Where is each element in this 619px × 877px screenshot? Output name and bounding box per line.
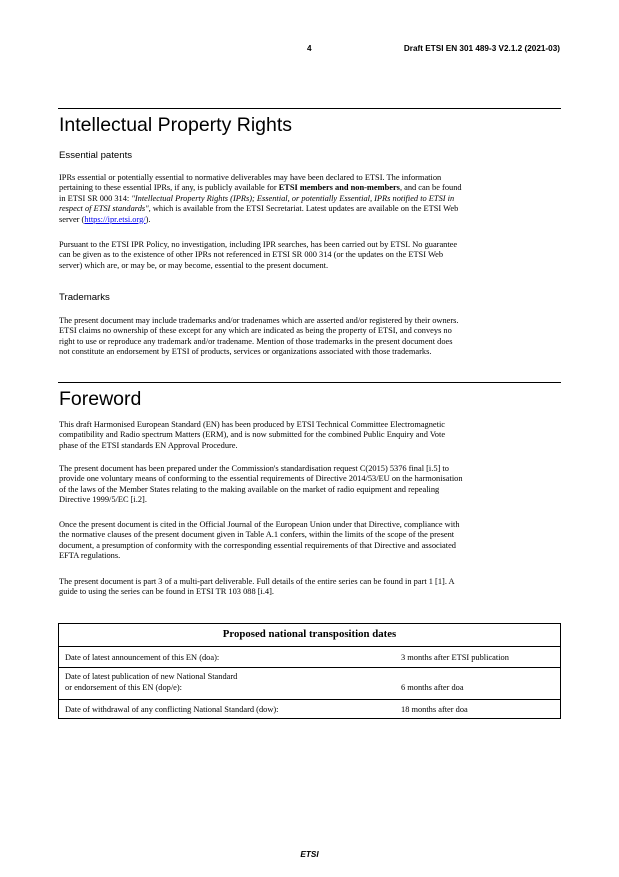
- table-cell-label: Date of latest publication of new National Standard: [65, 672, 238, 681]
- paragraph-trademarks: [59, 316, 564, 358]
- table-row: [59, 699, 560, 719]
- paragraph-official-journal: [59, 520, 564, 562]
- section-title-ipr: Intellectual Property Rights: [59, 114, 293, 136]
- text-line: This draft Harmonised European Standard (EN) has been produced by ETSI Technical Committee Electromagnetic: [59, 420, 446, 429]
- table-cell-label: Date of latest announcement of this EN (doa):: [65, 653, 220, 662]
- text-line: ETSI claims no ownership of these except for any which are indicated as being the property of ETSI, and conveys no: [59, 326, 452, 336]
- section-title-foreword: Foreword: [59, 388, 142, 410]
- text-line: pertaining to these essential IPRs, if any, is publicly available for ETSI members and non-members, and can be found: [59, 183, 462, 193]
- document-identifier: Draft ETSI EN 301 489-3 V2.1.2 (2021-03): [403, 44, 560, 53]
- table-row: [59, 646, 560, 668]
- italic-citation: respect of ETSI standards": [59, 204, 149, 214]
- table-cell-value: 3 months after ETSI publication: [401, 653, 509, 662]
- section-rule: [58, 382, 561, 383]
- table-cell-label: or endorsement of this EN (dop/e):: [65, 683, 182, 692]
- text-line: in ETSI SR 000 314: "Intellectual Property Rights (IPRs); Essential, or potentially Essential, IPRs notified to ETSI in: [59, 193, 455, 203]
- text-line: can be given as to the existence of other IPRs not referenced in ETSI SR 000 314 (or the updates on the ETSI Web: [59, 250, 444, 260]
- bold-text: ETSI members and non-members: [278, 183, 400, 193]
- text-line: the normative clauses of the present document given in Table A.1 confers, within the limits of the scope of the present: [59, 530, 455, 540]
- text-line: document, a presumption of conformity with the corresponding essential requirements of that Directive and associated: [59, 540, 456, 550]
- text-line: provide one voluntary means of conforming to the essential requirements of Directive 2014/53/EU on the harmonisation: [59, 474, 463, 484]
- text-line: right to use or reproduce any trademark and/or tradename. Mention of those trademarks in the present document does: [59, 336, 453, 346]
- paragraph-foreword-intro: [59, 420, 564, 451]
- table-cell-value: 6 months after doa: [401, 683, 464, 692]
- subheading-essential-patents: Essential patents: [59, 150, 133, 161]
- text-line: The present document has been prepared under the Commission's standardisation request C(2015) 5376 final [i.5] to: [59, 464, 449, 473]
- text-line: server (https://ipr.etsi.org/).: [59, 214, 151, 224]
- subheading-trademarks: Trademarks: [59, 292, 110, 303]
- text-line: Directive 1999/5/EC [i.2].: [59, 495, 147, 505]
- text-line: guide to using the series can be found in ETSI TR 103 088 [i.4].: [59, 587, 275, 597]
- ipr-website-link[interactable]: https://ipr.etsi.org/: [84, 214, 146, 224]
- section-rule: [58, 108, 561, 109]
- text-line: The present document may include trademarks and/or tradenames which are asserted and/or registered by their owners.: [59, 316, 459, 325]
- text-line: server) which are, or may be, or may become, essential to the present document.: [59, 260, 329, 270]
- table-title: Proposed national transposition dates: [222, 628, 397, 640]
- text-line: of the laws of the Member States relating to the making available on the market of radio equipment and repealing: [59, 484, 440, 494]
- table-cell-label: Date of withdrawal of any conflicting National Standard (dow):: [65, 705, 279, 714]
- page-number: 4: [307, 44, 312, 53]
- text-line: phase of the ETSI standards EN Approval Procedure.: [59, 440, 238, 450]
- footer-etsi: ETSI: [300, 850, 319, 859]
- text-line: Pursuant to the ETSI IPR Policy, no investigation, including IPR searches, has been carried out by ETSI. No guarantee: [59, 240, 458, 249]
- transposition-dates-table: [58, 623, 561, 719]
- text-line: respect of ETSI standards", which is available from the ETSI Secretariat. Latest updates are available on the ETSI Web: [59, 204, 459, 214]
- table-cell-value: 18 months after doa: [401, 705, 468, 714]
- paragraph-multi-part: [59, 577, 564, 598]
- paragraph-ipr-policy: [59, 240, 564, 271]
- text-line: IPRs essential or potentially essential to normative deliverables may have been declared to ETSI. The information: [59, 173, 442, 182]
- table-row: [59, 667, 560, 700]
- paragraph-essential-patents: [59, 173, 564, 225]
- paragraph-standardisation-request: [59, 464, 564, 506]
- text-line: compatibility and Radio spectrum Matters (ERM), and is now submitted for the combined Public Enquiry and Vote: [59, 430, 446, 440]
- text-line: The present document is part 3 of a multi-part deliverable. Full details of the entire series can be found in part 1 [1]. A: [59, 577, 455, 586]
- text-line: EFTA regulations.: [59, 551, 121, 561]
- text-line: not constitute an endorsement by ETSI of products, services or organizations associated with those trademarks.: [59, 347, 432, 357]
- text-line: Once the present document is cited in the Official Journal of the European Union under that Directive, compliance with: [59, 520, 460, 529]
- italic-citation: "Intellectual Property Rights (IPRs); Essential, or potentially Essential, IPRs notified to ETSI in: [131, 193, 455, 203]
